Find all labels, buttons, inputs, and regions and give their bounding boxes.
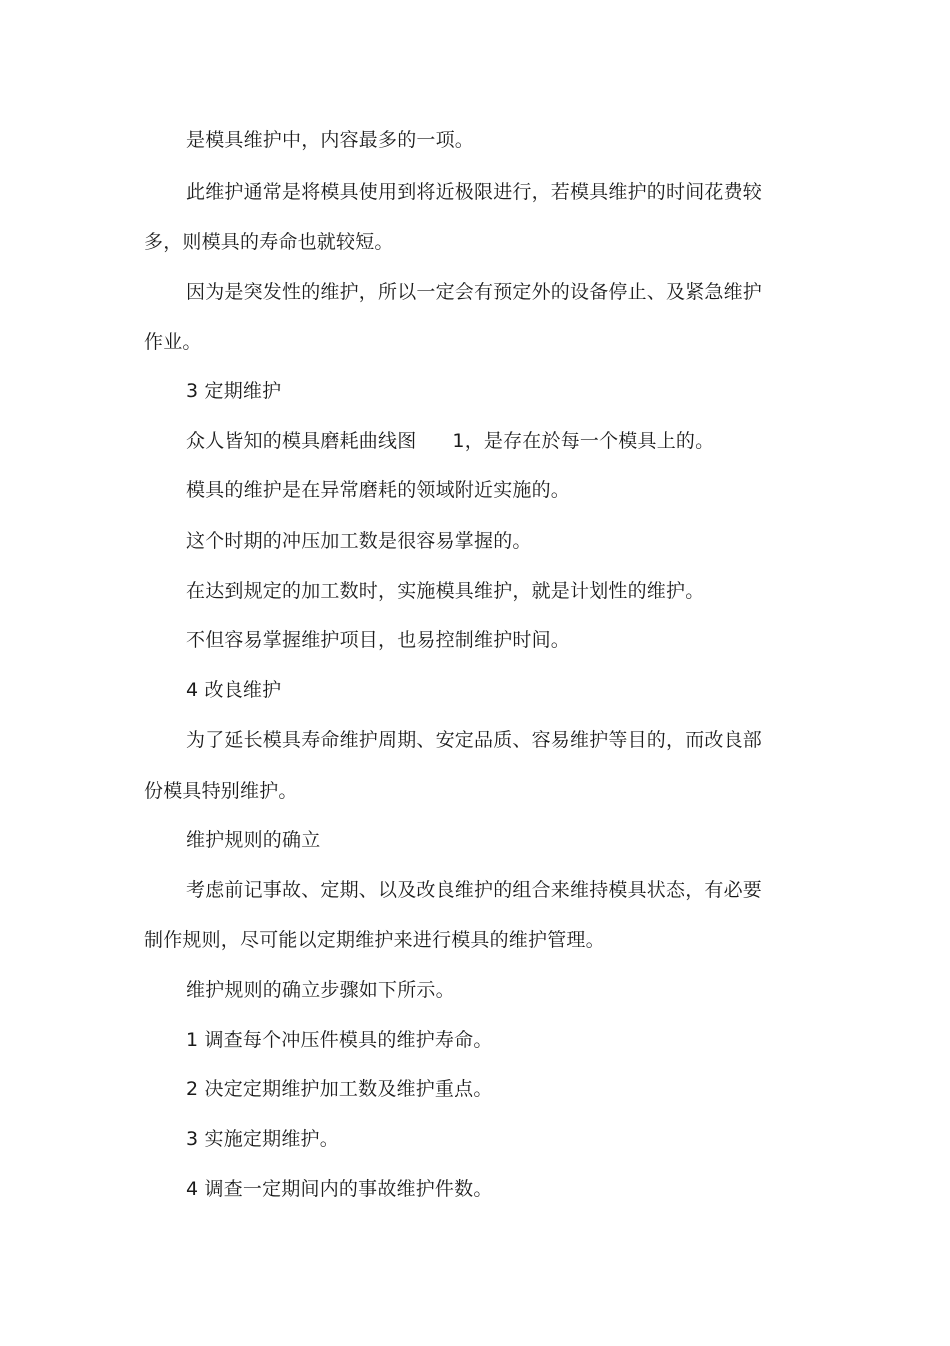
paragraph-line: 制作规则，尽可能以定期维护来进行模具的维护管理。 <box>144 929 605 951</box>
line-text-part: 众人皆知的模具磨耗曲线图 <box>186 430 417 452</box>
list-item: 3 实施定期维护。 <box>186 1128 339 1150</box>
list-item: 1 调查每个冲压件模具的维护寿命。 <box>186 1029 493 1051</box>
paragraph-line: 不但容易掌握维护项目，也易控制维护时间。 <box>186 629 571 651</box>
paragraph-line: 在达到规定的加工数时，实施模具维护，就是计划性的维护。 <box>186 580 705 602</box>
paragraph-line: 多，则模具的寿命也就较短。 <box>144 231 394 253</box>
paragraph-line: 因为是突发性的维护，所以一定会有预定外的设备停止、及紧急维护 <box>186 281 763 303</box>
paragraph-line: 模具的维护是在异常磨耗的领域附近实施的。 <box>186 479 571 501</box>
paragraph-line: 份模具特别维护。 <box>144 780 298 802</box>
paragraph-line: 为了延长模具寿命维护周期、安定品质、容易维护等目的，而改良部 <box>186 729 763 751</box>
section-heading: 4 改良维护 <box>186 679 282 701</box>
paragraph-line: 维护规则的确立步骤如下所示。 <box>186 979 455 1001</box>
list-item: 4 调查一定期间内的事故维护件数。 <box>186 1178 493 1200</box>
paragraph-line <box>186 416 714 466</box>
paragraph-line: 作业。 <box>144 331 202 353</box>
paragraph-line: 此维护通常是将模具使用到将近极限进行，若模具维护的时间花费较 <box>186 181 763 203</box>
paragraph-line: 这个时期的冲压加工数是很容易掌握的。 <box>186 530 532 552</box>
paragraph-line: 考虑前记事故、定期、以及改良维护的组合来维持模具状态，有必要 <box>186 879 763 901</box>
line-text-part: 1，是存在於每一个模具上的。 <box>452 430 715 452</box>
list-item: 2 决定定期维护加工数及维护重点。 <box>186 1078 493 1100</box>
section-heading: 3 定期维护 <box>186 380 282 402</box>
paragraph-line: 是模具维护中，内容最多的一项。 <box>186 129 475 151</box>
section-heading: 维护规则的确立 <box>186 829 321 851</box>
